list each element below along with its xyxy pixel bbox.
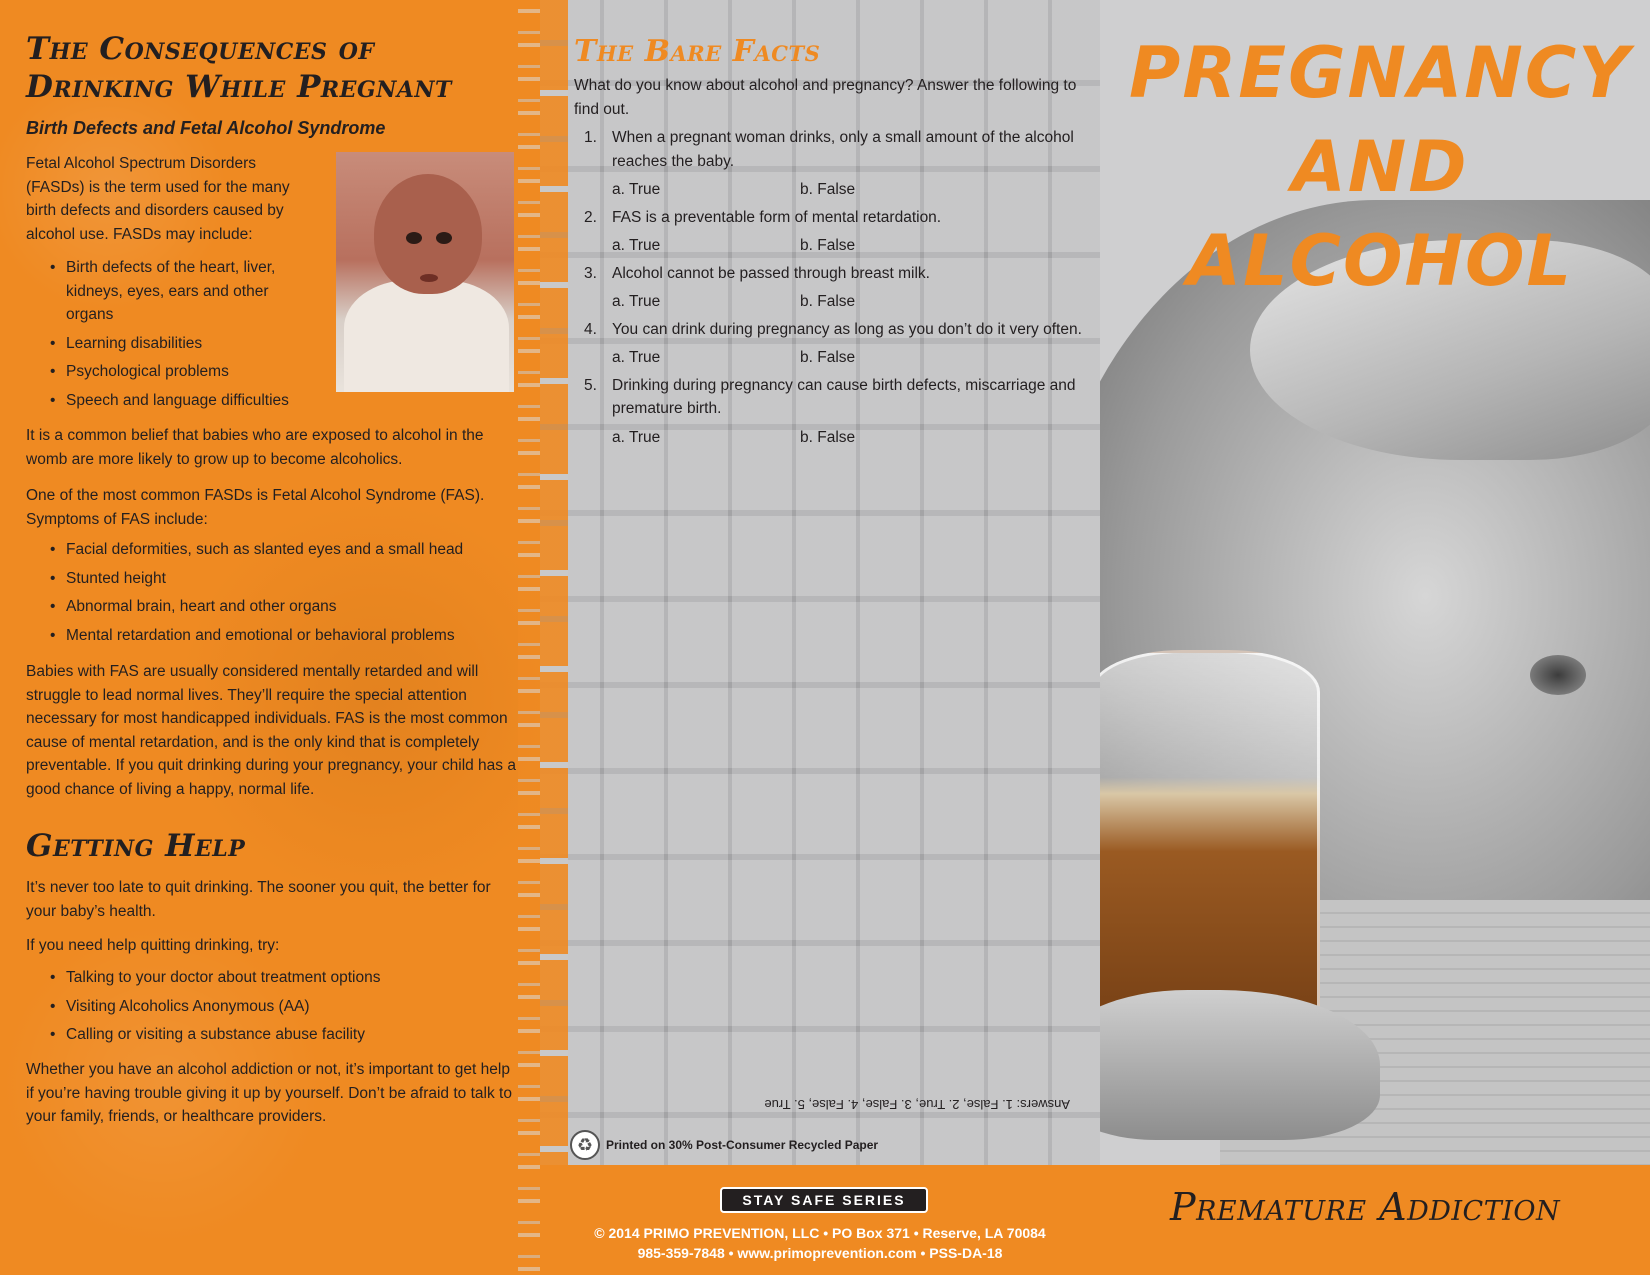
fas-closing-paragraph: Babies with FAS are usually considered mentally retarded and will struggle to lead normal lives. They’ll require the special attention necessary for most handicapped individuals. FAS is the most common cause of mental retardation, and is the only kind that is completely preventable. If you quit drinking during your pregnancy, your child has a good chance of living a happy, normal life. <box>26 663 516 798</box>
cover-title-line-1: PREGNANCY <box>1129 32 1631 114</box>
quiz-question <box>584 206 1084 258</box>
question-text: Alcohol cannot be passed through breast milk. <box>612 264 930 282</box>
quiz-question <box>584 126 1084 202</box>
question-options <box>612 346 1084 370</box>
belief-paragraph: It is a common belief that babies who are exposed to alcohol in the womb are more likely to grow up to become alcoholics. <box>26 427 484 468</box>
company-address: © 2014 PRIMO PREVENTION, LLC • PO Box 371 • Reserve, LA 70084 <box>594 1225 1046 1241</box>
option-false: b. False <box>800 349 856 366</box>
help-paragraph-1: It’s never too late to quit drinking. The sooner you quit, the better for your baby’s health. <box>26 879 491 920</box>
help-closing-paragraph: Whether you have an alcohol addiction or not, it’s important to get help if you’re having trouble giving it up by yourself. Don’t be afraid to talk to your family, friends, or healthcare providers. <box>26 1061 512 1125</box>
consequences-panel <box>0 0 540 1275</box>
fas-symptoms-list <box>30 538 520 652</box>
list-item: • Visiting Alcoholics Anonymous (AA) <box>30 995 520 1019</box>
fas-intro-paragraph: One of the most common FASDs is Fetal Alcohol Syndrome (FAS). Symptoms of FAS include: <box>26 487 485 528</box>
upside-down-answers: Answers: 1. False, 2. True, 3. False, 4. False, 5. True <box>764 1097 1070 1112</box>
orange-strip-decoration <box>540 0 568 1165</box>
recycled-paper-text: Printed on 30% Post-Consumer Recycled Paper <box>606 1138 879 1152</box>
option-true: a. True <box>612 181 661 198</box>
bare-facts-title: The Bare Facts <box>574 34 821 69</box>
option-true: a. True <box>612 349 661 366</box>
grunge-edge-decoration <box>518 0 540 1275</box>
baby-mouth <box>420 274 438 282</box>
question-text: You can drink during pregnancy as long as you don’t do it very often. <box>612 320 1082 338</box>
baby-eye-left <box>406 232 422 244</box>
cover-title <box>1120 26 1640 308</box>
question-options <box>612 290 1084 314</box>
getting-help-title: Getting Help <box>26 828 246 864</box>
fasd-list <box>30 256 310 417</box>
question-text: FAS is a preventable form of mental retardation. <box>612 208 942 226</box>
cover-subtitle: Premature Addiction <box>1170 1185 1561 1229</box>
list-item: • Facial deformities, such as slanted eyes and a small head <box>30 538 520 562</box>
question-text: Drinking during pregnancy can cause birth defects, miscarriage and premature birth. <box>612 376 1076 417</box>
question-number: 3. <box>584 264 597 282</box>
recycle-icon: ♻ <box>570 1130 600 1160</box>
fasd-intro-paragraph: Fetal Alcohol Spectrum Disorders (FASDs) is the term used for the many birth defects and disorders caused by alcohol use. FASDs may include: <box>26 155 290 243</box>
help-options-list <box>30 966 520 1052</box>
option-false: b. False <box>800 237 856 254</box>
baby-face-shape <box>374 174 482 294</box>
list-item: • Psychological problems <box>30 360 310 384</box>
list-item: • Stunted height <box>30 567 520 591</box>
list-item: • Speech and language difficulties <box>30 389 310 413</box>
cover-title-line-2: AND ALCOHOL <box>1186 126 1574 302</box>
bottom-bar <box>540 1165 1650 1275</box>
question-options <box>612 426 1084 450</box>
consequences-subtitle: Birth Defects and Fetal Alcohol Syndrome <box>26 118 386 138</box>
question-number: 4. <box>584 320 597 338</box>
question-number: 5. <box>584 376 597 394</box>
option-true: a. True <box>612 428 661 446</box>
quiz-question <box>584 318 1084 370</box>
list-item: • Talking to your doctor about treatment options <box>30 966 520 990</box>
question-options <box>612 178 1084 202</box>
list-item: • Calling or visiting a substance abuse facility <box>30 1023 520 1047</box>
bare-facts-intro: What do you know about alcohol and pregnancy? Answer the following to find out. <box>574 77 1077 118</box>
list-item: • Mental retardation and emotional or behavioral problems <box>30 624 520 648</box>
question-text: When a pregnant woman drinks, only a small amount of the alcohol reaches the baby. <box>612 129 1074 170</box>
baby-eye-right <box>436 232 452 244</box>
navel-shape <box>1530 655 1586 695</box>
question-number: 2. <box>584 208 597 226</box>
consequences-title: The Consequences of Drinking While Pregnant <box>26 31 452 105</box>
company-info <box>570 1223 1070 1263</box>
question-number: 1. <box>584 129 597 146</box>
baby-photo <box>336 152 514 392</box>
option-true: a. True <box>612 237 661 254</box>
option-true: a. True <box>612 293 661 310</box>
cover-panel <box>1100 0 1650 1165</box>
company-contact: 985-359-7848 • www.primoprevention.com • PSS-DA-18 <box>637 1245 1003 1261</box>
quiz-list <box>584 126 1084 453</box>
quiz-question <box>584 262 1084 314</box>
recycled-paper-notice <box>570 1130 878 1160</box>
quiz-question <box>584 374 1084 450</box>
help-paragraph-2: If you need help quitting drinking, try: <box>26 937 280 954</box>
stay-safe-series-logo: STAY SAFE SERIES <box>720 1187 928 1213</box>
baby-shirt-shape <box>344 280 509 392</box>
list-item: • Learning disabilities <box>30 332 310 356</box>
list-item: • Birth defects of the heart, liver, kidneys, eyes, ears and other organs <box>30 256 310 327</box>
option-false: b. False <box>800 181 856 198</box>
option-false: b. False <box>800 293 856 310</box>
list-item: • Abnormal brain, heart and other organs <box>30 595 520 619</box>
bare-facts-panel <box>540 0 1100 1165</box>
question-options <box>612 234 1084 258</box>
option-false: b. False <box>800 428 856 446</box>
